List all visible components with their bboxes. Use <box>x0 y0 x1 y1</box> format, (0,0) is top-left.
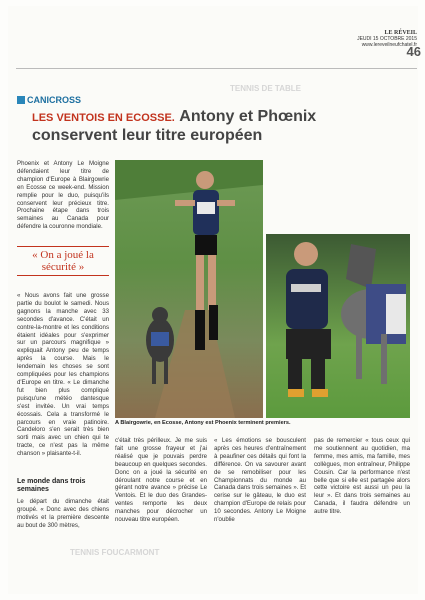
issue-date: JEUDI 15 OCTOBRE 2015 <box>357 36 417 42</box>
runner-illustration <box>115 160 263 418</box>
pull-quote: « On a joué la sécurité » <box>17 246 109 276</box>
section-label: CANICROSS <box>17 95 81 105</box>
article-column-1: « Nous avons fait une grosse partie du boulot le samedi. Nous gagnons la manche avec 33 secondes d'avance. C'était un contre-la-montre et les conditions étaient idéales pour s'exprimer sur un parcours magnifique » expliquait Antony peu de temps après la course. Mais le lendemain les choses se sont compliquées pour les champions d'Europe en titre. « Le dimanche fut bien plus compliqué puisqu'une météo dantesque s'est invitée. Un vrai temps écossais. Cela a transformé le parcours en vraie patinoire. Candeloro s'en serait très bien sorti mais avec un chien qui te tracte, ce n'est pas la même chanson » plaisante-t-il. <box>17 292 109 458</box>
article-column-4: pas de remercier « tous ceux qui me soutiennent au quotidien, ma femme, mes amis, ma famille, mes collègues, mon entraîneur, Philippe Cousin. Car la performance n'est belle que si elle est partagée alors cette victoire est aussi un peu la leur ». Et dans trois semaines au Canada, il faudra défendre un autre titre. <box>314 437 410 516</box>
photo-caption: A Blairgowrie, en Ecosse, Antony est Phoenix terminent premiers. <box>115 420 291 426</box>
article-intro: Phoenix et Antony Le Moigne défendaient leur titre de champion d'Europe à Blairgowrie en Ecosse ce week-end. Mission remplie pour le duo, puisqu'ils conservent leur précieux titre. Prochaine étape dans trois semaines au Canada pour défendre la couronne mondiale. <box>17 160 109 231</box>
website: www.lereveilneufchatel.fr <box>361 42 417 48</box>
headline-title: Antony et Phœnix conservent leur titre européen <box>32 108 317 144</box>
article-column-3: « Les émotions se bousculent après ces heures d'entraînement à peaufiner ces détails qui font la différence. On va savourer avant de se remobiliser pour les Championnats du monde au Canada dans trois semaines ». Et cerise sur le gâteau, le duo est champion d'Europe de relais pour 10 secondes. Antony Le Moigne n'oublie <box>214 437 306 524</box>
athlete-dog-illustration <box>266 234 410 418</box>
headline <box>32 108 372 145</box>
photo-antony-and-phoenix <box>266 234 410 418</box>
bleed-through-text: TENNIS DE TABLE <box>230 84 301 93</box>
article-column-1-end: Le départ du dimanche était groupé. « Donc avec des chiens motivés et la première descente au bout de 300 mètres, <box>17 498 109 529</box>
header-rule <box>16 68 417 69</box>
article-column-2: c'était très périlleux. Je me suis fait une grosse frayeur et j'ai réalisé que je pouvais perdre beaucoup en quelques secondes. Donc on a joué la sécurité en déroulant notre course et en gérant notre avance » précise Le Ventois. Et le duo des Grandes-ventes remporte les deux manches pour décrocher un nouveau titre européen. <box>115 437 207 524</box>
newspaper-name: LE RÉVEIL <box>384 30 417 36</box>
photo-runner-with-dog <box>115 160 263 418</box>
page-number: 46 <box>406 44 421 59</box>
headline-kicker: LES VENTOIS EN ECOSSE. <box>32 112 175 124</box>
bleed-through-text: TENNIS FOUCARMONT <box>70 548 160 557</box>
section-square-icon <box>17 96 25 104</box>
subheading: Le monde dans trois semaines <box>17 478 86 493</box>
